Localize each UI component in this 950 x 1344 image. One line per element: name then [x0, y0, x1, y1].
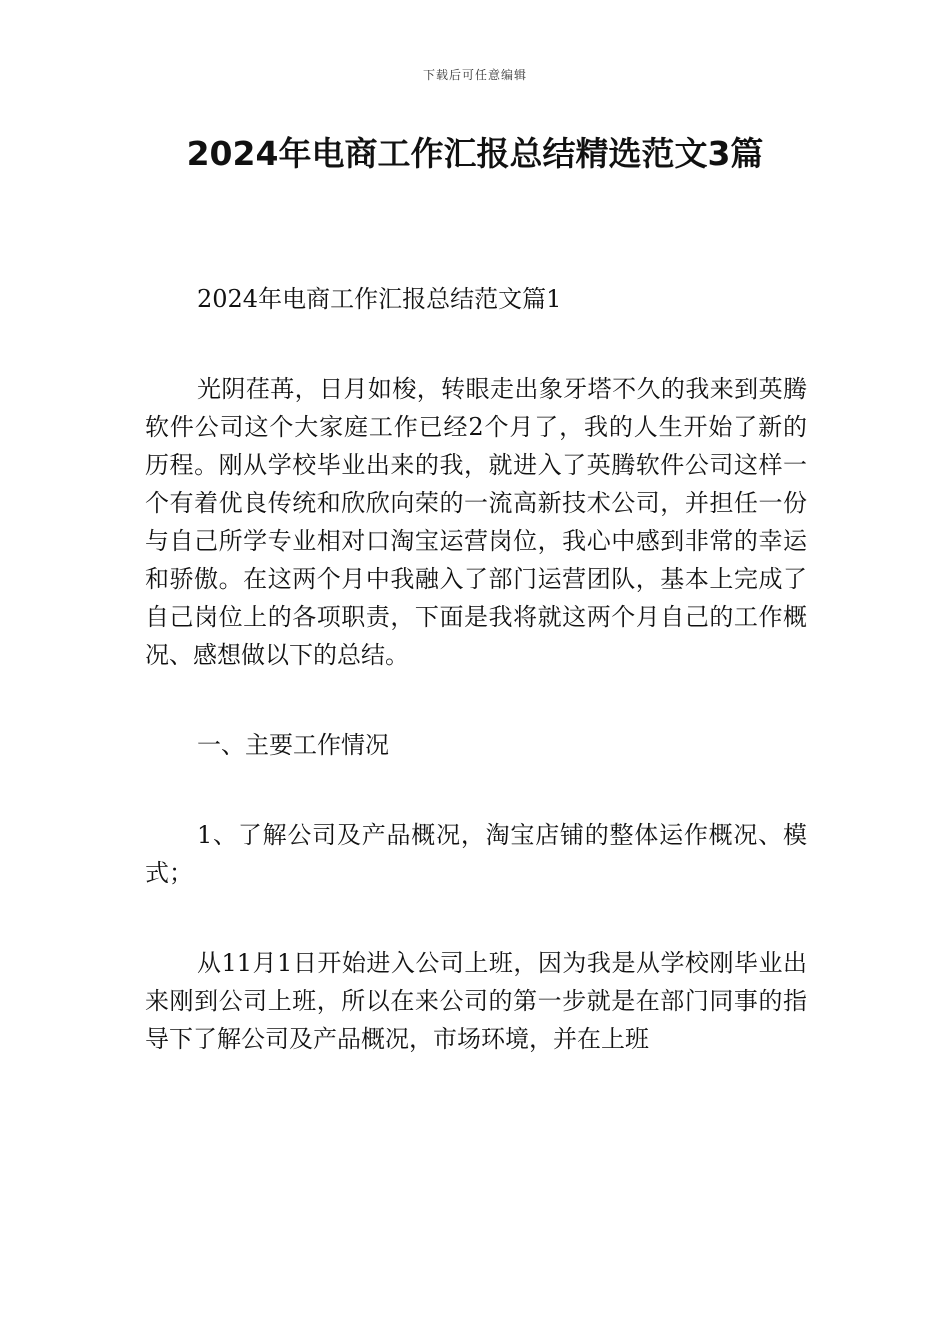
work-start-paragraph: 从11月1日开始进入公司上班，因为我是从学校刚毕业出来刚到公司上班，所以在来公司的第一步就是在部门同事的指导下了解公司及产品概况，市场环境，并在上班 [145, 949, 807, 1053]
header-note: 下载后可任意编辑 [422, 68, 527, 82]
section-title: 2024年电商工作汇报总结范文篇1 [197, 285, 562, 313]
document-body [145, 280, 807, 1058]
heading-main-work: 一、主要工作情况 [197, 731, 389, 759]
document-title: 2024年电商工作汇报总结精选范文3篇 [186, 134, 764, 173]
intro-paragraph: 光阴荏苒，日月如梭，转眼走出象牙塔不久的我来到英腾软件公司这个大家庭工作已经2个月了，我的人生开始了新的历程。刚从学校毕业出来的我，就进入了英腾软件公司这样一个有着优良传统和欣欣向荣的一流高新技术公司，并担任一份与自己所学专业相对口淘宝运营岗位，我心中感到非常的幸运和骄傲。在这两个月中我融入了部门运营团队，基本上完成了自己岗位上的各项职责，下面是我将就这两个月自己的工作概况、感想做以下的总结。 [145, 375, 807, 669]
item-1-paragraph: 1、了解公司及产品概况，淘宝店铺的整体运作概况、模式； [145, 821, 807, 887]
